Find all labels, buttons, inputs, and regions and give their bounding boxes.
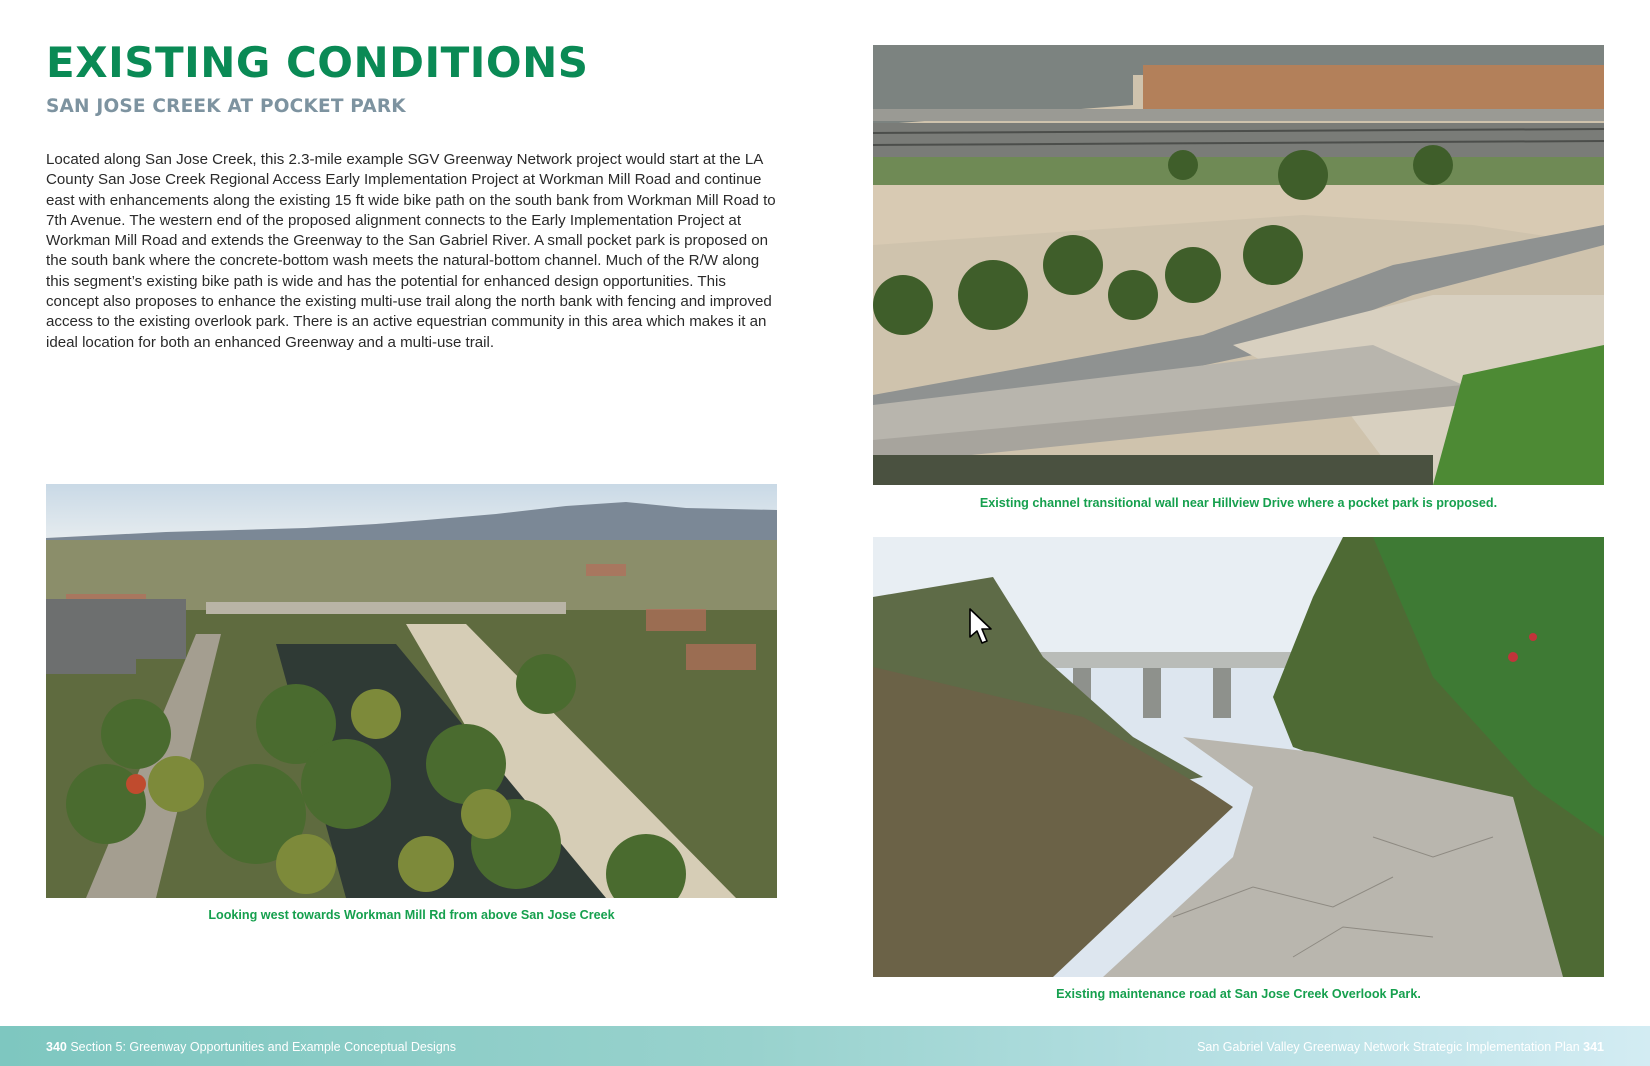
main-photo-caption: Looking west towards Workman Mill Rd from above San Jose Creek xyxy=(208,908,615,922)
left-section-text: Section 5: Greenway Opportunities and Example Conceptual Designs xyxy=(70,1040,456,1054)
left-page-number: 340 xyxy=(46,1040,67,1054)
page-title: EXISTING CONDITIONS xyxy=(46,38,589,87)
channel-wall-photo xyxy=(873,45,1604,485)
mouse-cursor-icon xyxy=(968,607,994,647)
right-document-title: San Gabriel Valley Greenway Network Strategic Implementation Plan xyxy=(1197,1040,1580,1054)
right-page-number: 341 xyxy=(1583,1040,1604,1054)
footer-right xyxy=(1197,1040,1604,1054)
road-photo-caption: Existing maintenance road at San Jose Creek Overlook Park. xyxy=(1056,987,1421,1001)
channel-photo-caption: Existing channel transitional wall near Hillview Drive where a pocket park is proposed. xyxy=(979,496,1498,510)
aerial-creek-photo xyxy=(46,484,777,898)
page-subtitle: SAN JOSE CREEK AT POCKET PARK xyxy=(46,96,406,117)
footer-left xyxy=(46,1040,456,1054)
maintenance-road-photo xyxy=(873,537,1604,977)
body-paragraph: Located along San Jose Creek, this 2.3-mile example SGV Greenway Network project would start at the LA County San Jose Creek Regional Access Early Implementation Project at Workman Mill Road and continue east with enhancements along the existing 15 ft wide bike path on the south bank from Workman Mill Road to 7th Avenue. The western end of the proposed alignment connects to the Early Implementation Project at Workman Mill Road and extends the Greenway to the San Gabriel River. A small pocket park is proposed on the south bank where the concrete-bottom wash meets the natural-bottom channel. Much of the R/W along this segment’s existing bike path is wide and has the potential for enhanced design opportunities. This concept also proposes to enhance the existing multi-use trail along the north bank with fencing and improved access to the existing overlook park. There is an active equestrian community in this area which makes it an ideal location for both an enhanced Greenway and a multi-use trail. xyxy=(46,151,776,351)
